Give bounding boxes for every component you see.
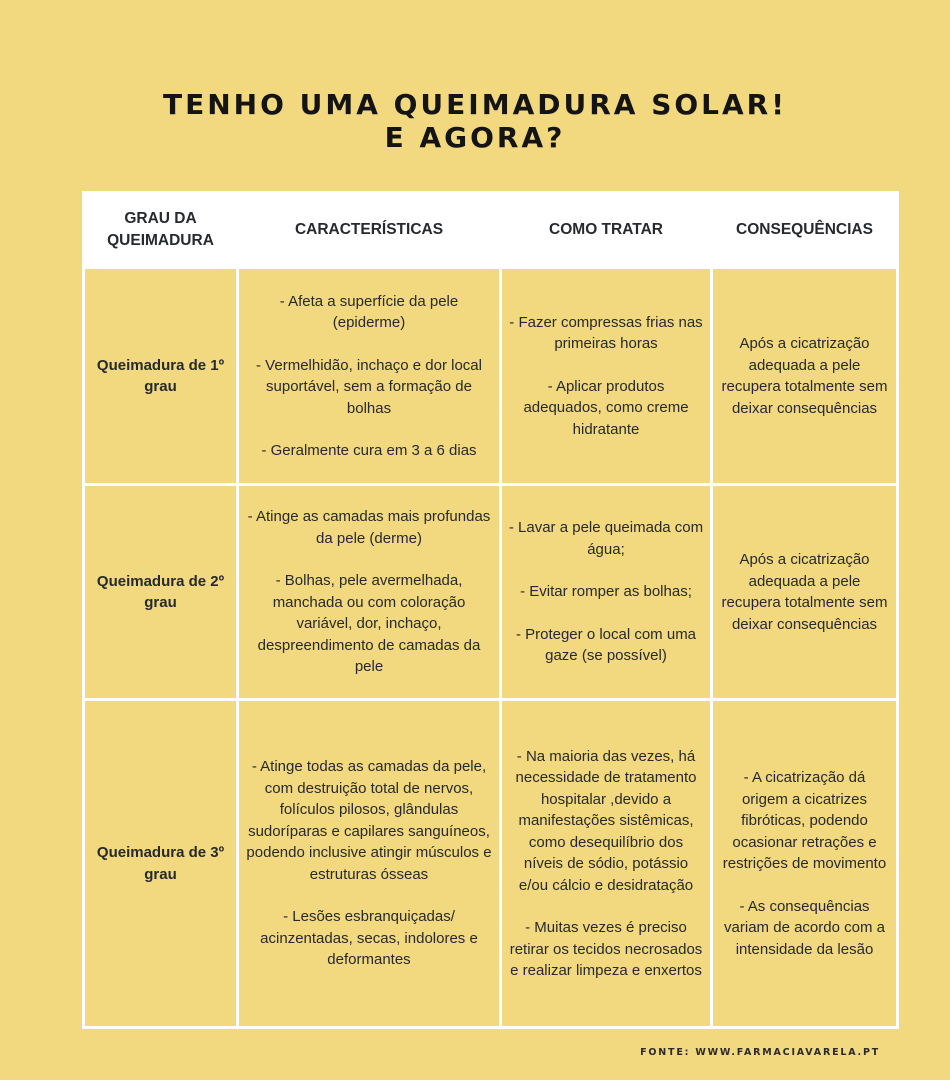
characteristics-cell <box>238 485 501 700</box>
header-characteristics: CARACTERÍSTICAS <box>238 193 501 268</box>
characteristics-cell <box>238 700 501 1028</box>
characteristics-cell <box>238 268 501 485</box>
cell-paragraph: - Afeta a superfície da pele (epiderme) <box>279 292 459 331</box>
title-line-1: TENHO UMA QUEIMADURA SOLAR! <box>162 88 788 121</box>
cell-paragraph: - Vermelhidão, inchaço e dor local suportável, sem a formação de bolhas <box>256 356 482 417</box>
cell-paragraph: - Atinge as camadas mais profundas da pele (derme) <box>247 508 491 547</box>
cell-paragraph: - Evitar romper as bolhas; <box>520 583 692 601</box>
table-row <box>84 700 898 1028</box>
cell-paragraph: - Aplicar produtos adequados, como creme hidratante <box>523 377 689 438</box>
cell-paragraph: - Lesões esbranquiçadas/ acinzentadas, secas, indolores e deformantes <box>260 908 478 969</box>
header-consequences: CONSEQUÊNCIAS <box>712 193 898 268</box>
header-treatment: COMO TRATAR <box>501 193 712 268</box>
source-credit: FONTE: WWW.FARMACIAVARELA.PT <box>640 1047 880 1058</box>
cell-paragraph: - Proteger o local com uma gaze (se possível) <box>515 625 697 665</box>
grade-cell: Queimadura de 2º grau <box>84 485 238 700</box>
treatment-cell <box>501 485 712 700</box>
consequences-cell <box>712 268 898 485</box>
cell-paragraph: - Lavar a pele queimada com água; <box>508 519 704 558</box>
cell-paragraph: - Geralmente cura em 3 a 6 dias <box>261 442 477 459</box>
cell-paragraph: - As consequências variam de acordo com a intensidade da lesão <box>724 897 885 958</box>
cell-paragraph: - Muitas vezes é preciso retirar os tecidos necrosados e realizar limpeza e enxertos <box>509 919 703 979</box>
cell-paragraph: Após a cicatrização adequada a pele recupera totalmente sem deixar consequências <box>721 551 888 633</box>
grade-cell: Queimadura de 1º grau <box>84 268 238 485</box>
treatment-cell <box>501 700 712 1028</box>
cell-paragraph: - Atinge todas as camadas da pele, com destruição total de nervos, folículos pilosos, glândulas sudoríparas e capilares sanguíneos, podendo inclusive atingir músculos e estruturas ósseas <box>246 758 492 883</box>
table-header-row <box>84 193 898 268</box>
consequences-cell <box>712 485 898 700</box>
page-title <box>0 88 950 154</box>
burn-degrees-table <box>82 191 899 1029</box>
table-row <box>84 268 898 485</box>
header-grade: GRAU DA QUEIMADURA <box>84 193 238 268</box>
treatment-cell <box>501 268 712 485</box>
cell-paragraph: - Bolhas, pele avermelhada, manchada ou com coloração variável, dor, inchaço, despreendimento de camadas da pele <box>257 572 481 676</box>
title-line-2: E AGORA? <box>384 121 566 154</box>
cell-paragraph: - Fazer compressas frias nas primeiras horas <box>509 313 703 353</box>
cell-paragraph: - A cicatrização dá origem a cicatrizes fibróticas, podendo ocasionar retrações e restrições de movimento <box>722 769 887 872</box>
table-row <box>84 485 898 700</box>
cell-paragraph: - Na maioria das vezes, há necessidade de tratamento hospitalar ,devido a manifestações sistêmicas, como desequilíbrio dos níveis de sódio, potássio e/ou cálcio e desidratação <box>515 747 697 894</box>
grade-cell: Queimadura de 3º grau <box>84 700 238 1028</box>
consequences-cell <box>712 700 898 1028</box>
cell-paragraph: Após a cicatrização adequada a pele recupera totalmente sem deixar consequências <box>721 335 888 417</box>
